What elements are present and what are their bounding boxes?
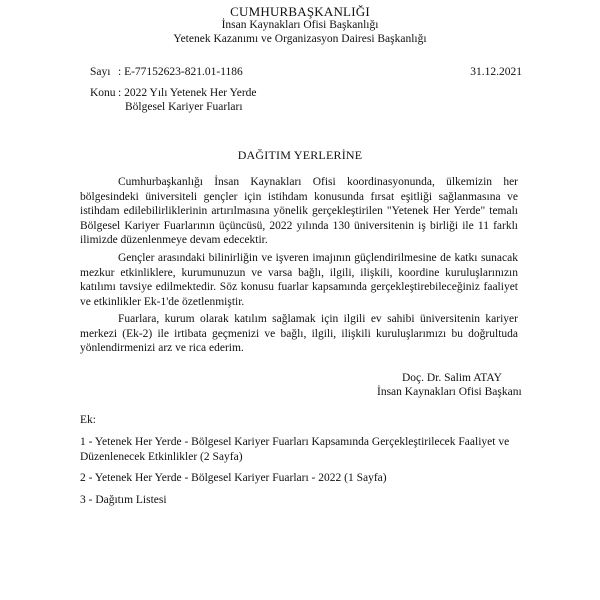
attachment-item-1: 1 - Yetenek Her Yerde - Bölgesel Kariyer Fuarları Kapsamında Gerçekleştirilecek Faaliyet ve Düzenlenecek Etkinlikler (2 Sayfa) [80,436,510,463]
reference-number: : E-77152623-821.01-1186 [118,66,243,78]
department-title: Yetenek Kazanımı ve Organizasyon Dairesi Başkanlığı [173,33,427,45]
office-title: İnsan Kaynakları Ofisi Başkanlığı [221,19,379,31]
subject-line-2: Bölgesel Kariyer Fuarları [125,101,243,113]
attachment-item-3: 3 - Dağıtım Listesi [80,494,167,506]
body-paragraph-1: Cumhurbaşkanlığı İnsan Kaynakları Ofisi koordinasyonunda, ülkemizin her bölgesindeki üniversiteli gençler için istihdam konusunda fırsat eşitliği sağlanmasına ve istihdam edilebilirliklerinin artırılmasına yönelik gerçekleştirilen "Yetenek Her Yerde" temalı Bölgesel Kariyer Fuarlarının üçüncüsü, 2022 yılında 130 üniversitenin iş birliği ile 11 farklı ilimizde düzenlenmeye devam edecektir. [80,176,518,247]
signatory-name: Doç. Dr. Salim ATAY [402,372,502,384]
subject-value [118,86,257,114]
document-date: 31.12.2021 [470,66,522,78]
body-paragraph-3: Fuarlara, kurum olarak katılım sağlamak için ilgili ev sahibi üniversitenin kariyer merkezi (Ek-2) ile irtibata geçmenizi ve bağlı, ilgili, ilişkili kuruluşlarımızı bu doğrultuda yönlendirmenizi arz ve rica ederim. [80,313,518,355]
body-paragraph-2: Gençler arasındaki bilinirliğin ve işveren imajının güçlendirilmesine de katkı sunacak mezkur etkinliklere, kurumunuzun ve varsa bağlı, ilgili, ilişkili, koordine kuruluşlarınızın katılımı tavsiye edilmektedir. Söz konusu fuarlar kapsamında gerçekleştirebileceğiniz faaliyet ve etkinlikler Ek-1'de özetlenmiştir. [80,252,518,308]
subject-line-1: : 2022 Yılı Yetenek Her Yerde [118,87,257,99]
signatory-title: İnsan Kaynakları Ofisi Başkanı [377,386,522,398]
subject-label: Konu [90,87,116,99]
attachments-heading: Ek: [80,414,96,426]
recipients-heading: DAĞITIM YERLERİNE [237,148,363,162]
reference-label: Sayı [90,66,111,78]
attachment-item-2: 2 - Yetenek Her Yerde - Bölgesel Kariyer Fuarları - 2022 (1 Sayfa) [80,472,387,484]
institution-title: CUMHURBAŞKANLIĞI [230,4,370,19]
